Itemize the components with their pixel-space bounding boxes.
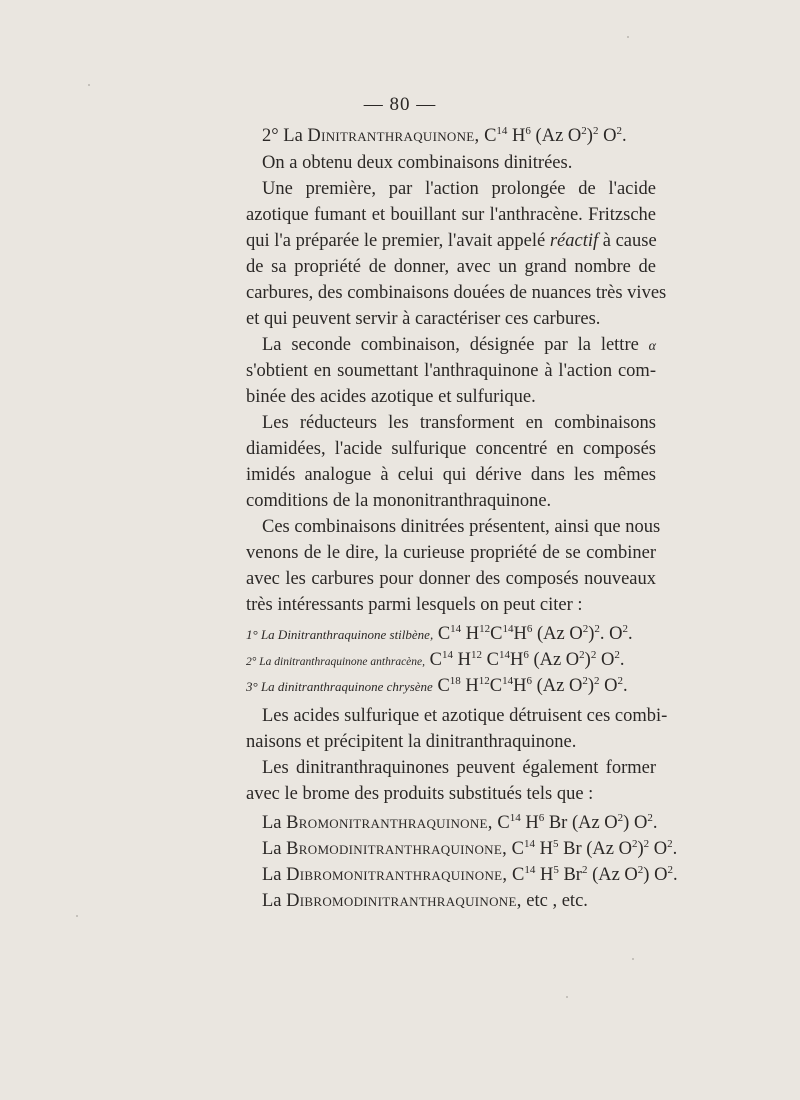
substituted-item: La Bromodinitranthraquinone, $C^{14}$ $H^5$ Br (Az $O^2)^2$ $O^2$. [262,838,678,859]
greek-letter: α [648,339,656,354]
compound-item: 2° La dinitranthraquinone anthracène, $C^{14}$ $H^{12}$ $C^{14}H^6$ (Az $O^2)^2$ $O^2$. [246,649,625,670]
substituted-item: La Bromonitranthraquinone, $C^{14}$ $H^6$ Br (Az $O^2$) $O^2$. [262,812,658,833]
paper-speck [76,915,78,917]
paragraph-line: diamidées, l'acide sulfurique concentré en composés [246,439,656,459]
heading-name: Dinitranthraquinone, [307,126,480,146]
paper-speck [88,84,90,86]
substituted-item: La Dibromodinitranthraquinone, etc , etc. [262,891,588,911]
paper-speck [627,36,629,38]
paragraph-line: binée des acides azotique et sulfurique. [246,387,536,407]
paper-speck [632,958,634,960]
page-number: — 80 — [363,94,437,115]
paragraph-line: Une première, par l'action prolongée de l'acide [262,179,656,199]
paragraph-line: Les réducteurs les transforment en combinaisons [262,413,656,433]
compound-item: 3° La dinitranthraquinone chrysène $C^{18}$ $H^{12}C^{14}H^6$ (Az $O^2)^2$ $O^2$. [246,675,628,696]
paragraph-line: Les dinitranthraquinones peuvent également former [262,758,656,778]
italic-term: réactif [549,231,599,251]
paragraph-line: carbures, des combinaisons douées de nuances très vives [246,283,667,303]
paragraph-line: qui l'a préparée le premier, l'avait appelé réactif à cause [246,231,657,251]
paragraph-line: s'obtient en soumettant l'anthraquinone à l'action com- [246,361,656,381]
paragraph-line: avec le brome des produits substitués tels que : [246,784,594,804]
heading-prefix: 2° La [262,126,303,146]
heading-formula: $C^{14}$ $H^6$ (Az $O^2)^2$ $O^2$. [484,125,627,146]
paper-speck [566,996,568,998]
compound-item: 1° La Dinitranthraquinone stilbène, $C^{14}$ $H^{12}C^{14}H^6$ (Az $O^2)^2$. $O^2$. [246,623,633,644]
paragraph-line: naisons et précipitent la dinitranthraquinone. [246,732,577,752]
paragraph-line: très intéressants parmi lesquels on peut citer : [246,595,583,615]
paragraph-line: Ces combinaisons dinitrées présentent, ainsi que nous [262,517,661,537]
paragraph-line: avec les carbures pour donner des composés nouveaux [246,569,656,589]
paragraph-line: de sa propriété de donner, avec un grand nombre de [246,257,656,277]
paragraph-line: et qui peuvent servir à caractériser ces carbures. [246,309,601,329]
substituted-item: La Dibromonitranthraquinone, $C^{14}$ $H^5$ Br$^2$ (Az $O^2$) $O^2$. [262,864,678,885]
section-heading [262,126,672,147]
paragraph-line: venons de le dire, la curieuse propriété de se combiner [246,543,656,563]
paragraph-line: La seconde combinaison, désignée par la lettre α [262,335,656,355]
paragraph-line: On a obtenu deux combinaisons dinitrées. [262,153,573,173]
paragraph-line: azotique fumant et bouillant sur l'anthracène. Fritzsche [246,205,656,225]
paragraph-line: imidés analogue à celui qui dérive dans les mêmes [246,465,656,485]
paragraph-line: Les acides sulfurique et azotique détruisent ces combi- [262,706,668,726]
paragraph-line: comditions de la mononitranthraquinone. [246,491,552,511]
